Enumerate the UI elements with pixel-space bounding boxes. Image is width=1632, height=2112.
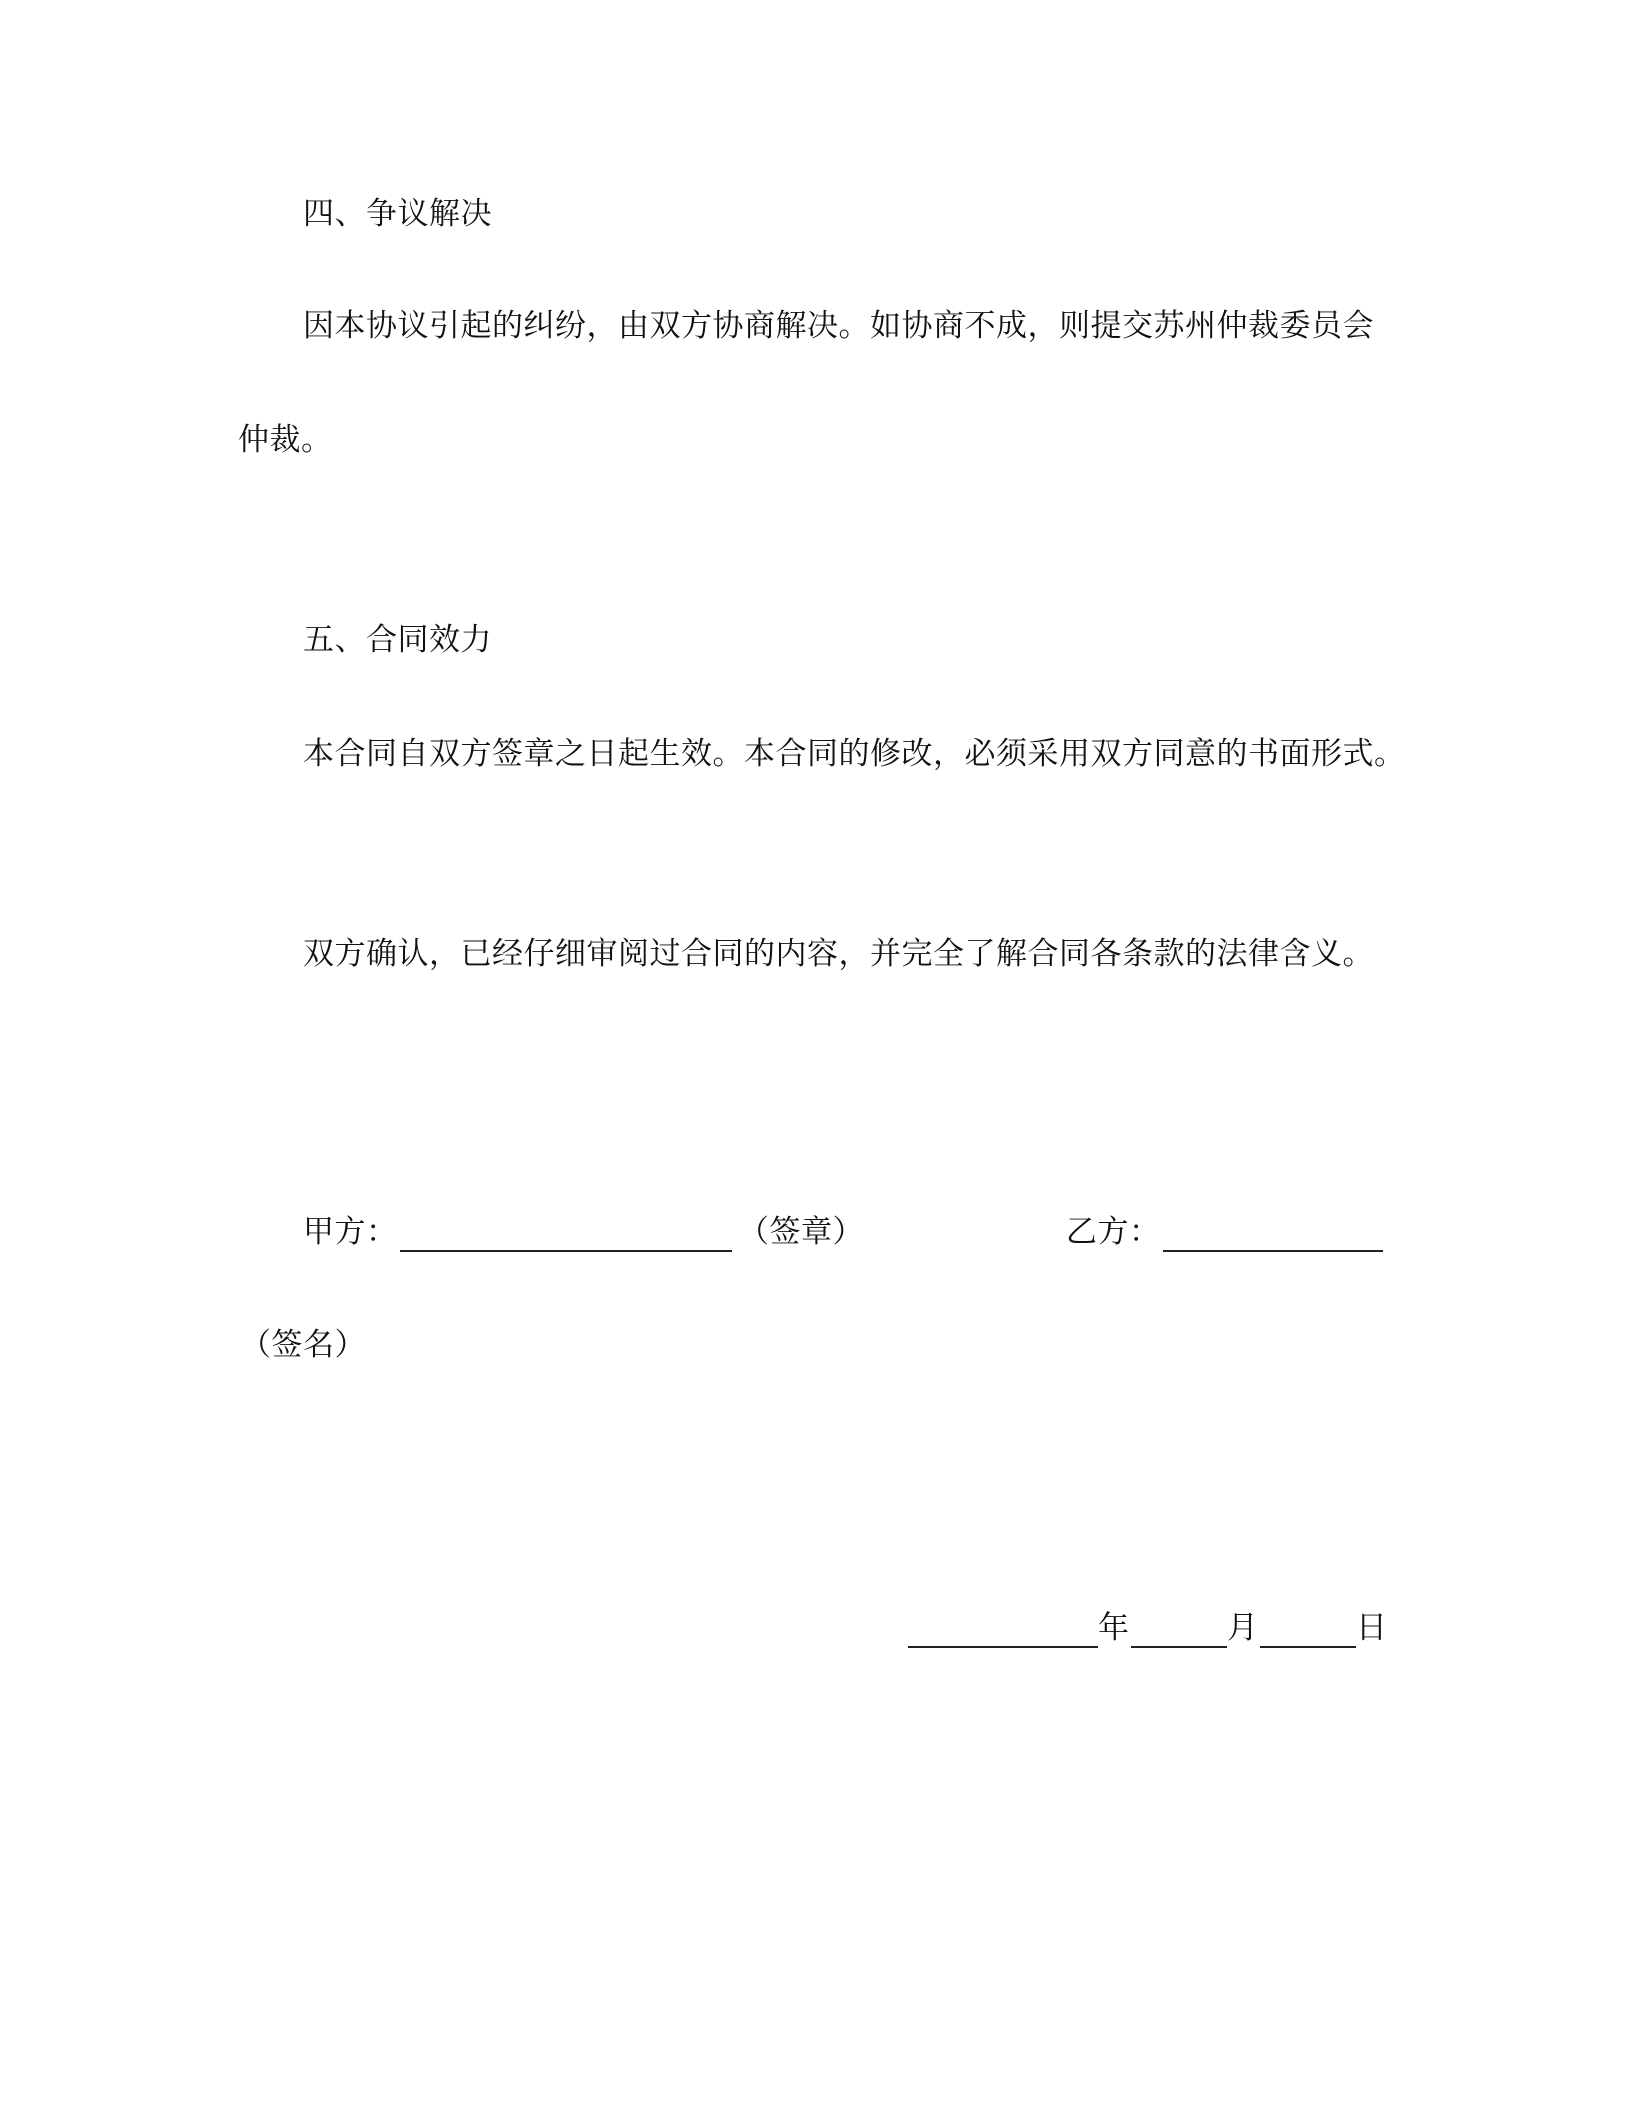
date-day-blank[interactable] [1260,1646,1356,1648]
date-month-blank[interactable] [1131,1646,1227,1648]
party-a-label: 甲方： [303,1214,398,1250]
confirmation-paragraph: 双方确认，已经仔细审阅过合同的内容，并完全了解合同各条款的法律含义。 [303,936,1374,972]
validity-paragraph: 本合同自双方签章之日起生效。本合同的修改，必须采用双方同意的书面形式。 [303,736,1406,772]
party-b-signature-blank[interactable] [1163,1250,1383,1252]
date-year-label: 年 [1098,1610,1130,1646]
party-b-sign-note: （签名） [240,1327,366,1363]
date-month-label: 月 [1227,1610,1259,1646]
dispute-paragraph-line-1: 因本协议引起的纠纷，由双方协商解决。如协商不成，则提交苏州仲裁委员会 [303,308,1374,344]
section-heading-validity: 五、合同效力 [303,622,492,658]
party-b-label: 乙方： [1066,1214,1161,1250]
dispute-paragraph-line-2: 仲裁。 [238,422,333,458]
party-a-signature-blank[interactable] [400,1250,732,1252]
date-day-label: 日 [1356,1610,1388,1646]
date-year-blank[interactable] [908,1646,1098,1648]
party-a-seal-note: （签章） [738,1214,864,1250]
section-heading-dispute: 四、争议解决 [303,196,492,232]
